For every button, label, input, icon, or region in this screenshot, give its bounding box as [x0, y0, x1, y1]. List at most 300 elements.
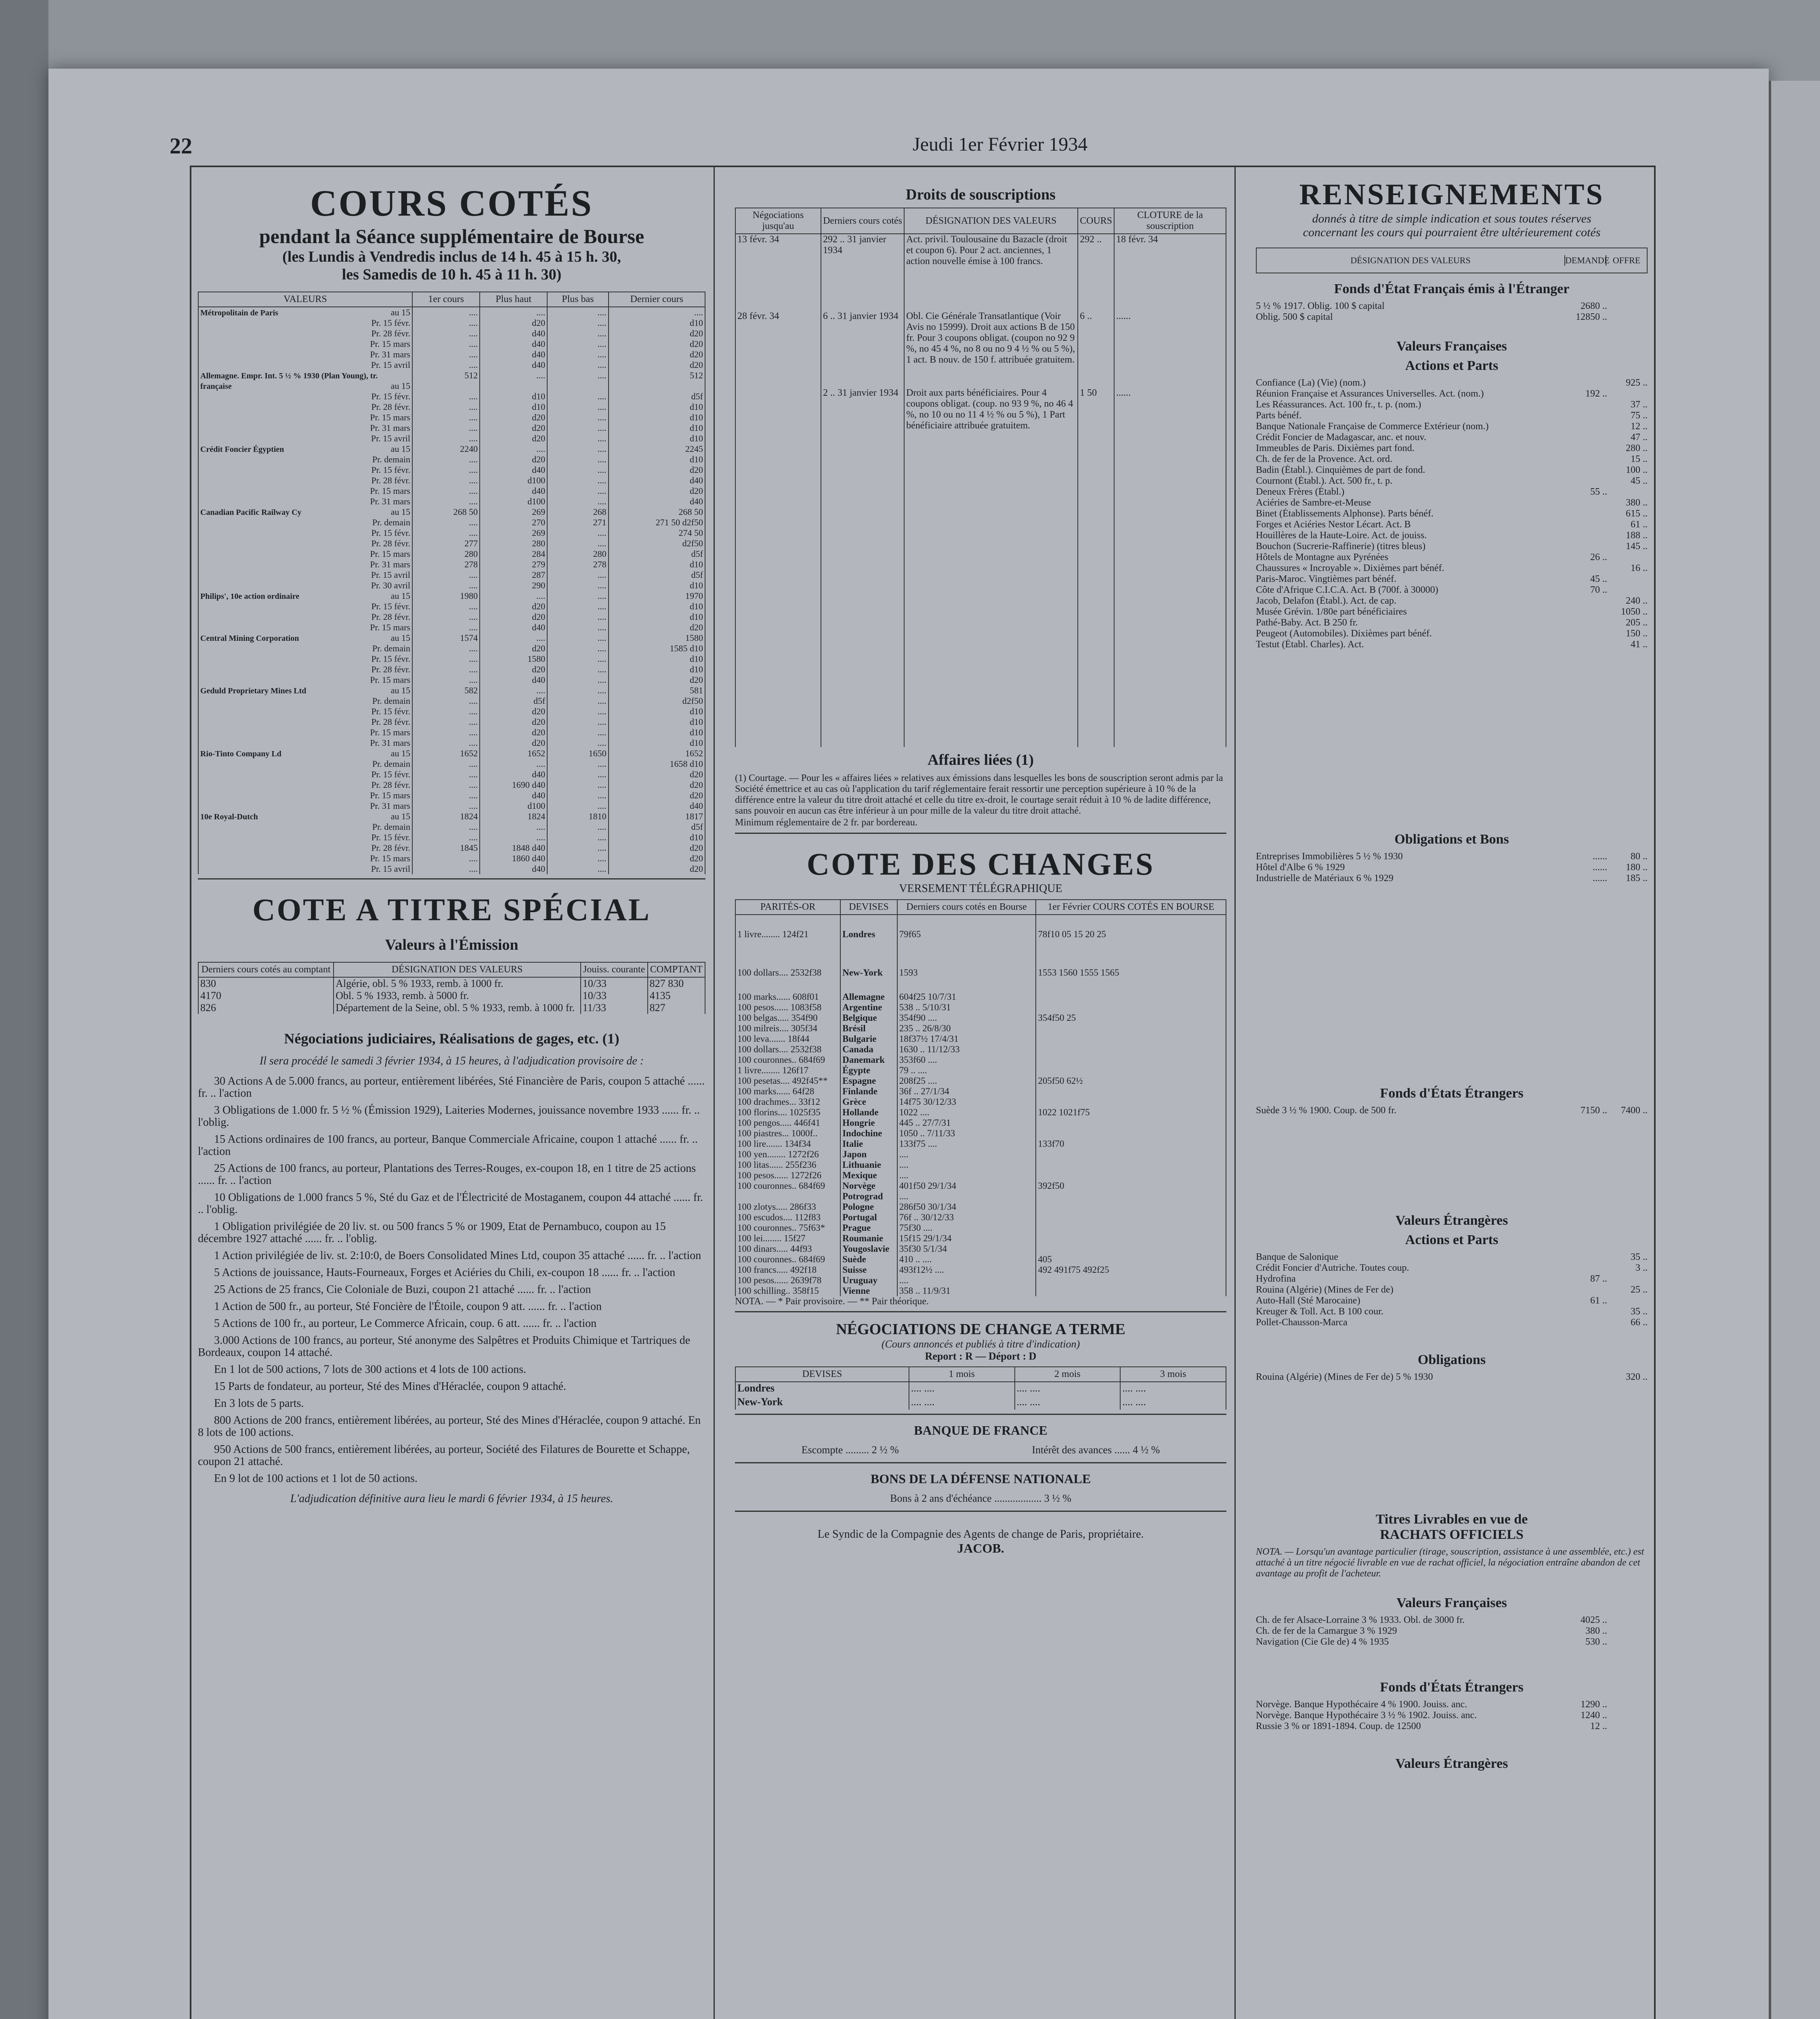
cc-cell-valeur: [198, 339, 412, 349]
cc-cell-valeur: [198, 517, 412, 528]
cc-cell-low: ....: [547, 444, 608, 454]
cc-cell-first: ....: [412, 654, 480, 664]
cc-cell-last: d10: [609, 601, 705, 612]
change-cell-cur: [1036, 1097, 1226, 1107]
change-cell-par: 100 drachmes... 33f12: [735, 1097, 840, 1107]
action-name: Bouchon (Sucrerie-Raffinerie) (titres bleus): [1256, 541, 1426, 552]
cc-cell-valeur: [198, 622, 412, 633]
change-cell-par: 100 pengos..... 446f41: [735, 1118, 840, 1128]
fonds-etat-name: 5 ½ % 1917. Oblig. 100 $ capital: [1256, 301, 1385, 311]
cc-cell-first: ....: [412, 486, 480, 496]
cc-cell-first: ....: [412, 391, 480, 402]
cc-term: Pr. demain: [372, 454, 410, 464]
change-cell-last: 35f30 5/1/34: [897, 1244, 1036, 1254]
action-name: Binet (Établissements Alphonse). Parts bénéf.: [1256, 508, 1434, 519]
cc-cell-low: ....: [547, 832, 608, 843]
change-cell-dev: Norvège: [840, 1181, 897, 1191]
cc-cell-last: 1658 d10: [609, 759, 705, 769]
cc-cell-high: d20: [480, 433, 547, 444]
change-cell-cur: [1036, 1170, 1226, 1181]
cc-cell-last: 512: [609, 370, 705, 391]
action2-demande: [1567, 1284, 1607, 1295]
change-cell-par: 100 marks...... 64f28: [735, 1086, 840, 1097]
cc-cell-last: d10: [609, 654, 705, 664]
cc-row: [198, 360, 705, 370]
cc-cell-last: d5f: [609, 822, 705, 832]
action-offre: 37 ..: [1631, 399, 1648, 410]
cc-cell-first: ....: [412, 454, 480, 465]
obligation-offre: 185 ..: [1626, 873, 1648, 884]
change-cell-dev: Bulgarie: [840, 1034, 897, 1044]
action-name: Deneux Frères (Établ.): [1256, 487, 1345, 497]
droit-cell-until: [735, 388, 821, 464]
cc-cell-low: ....: [547, 454, 608, 465]
change-cell-last: 354f90 ....: [897, 1013, 1036, 1023]
change-row: [735, 1149, 1226, 1160]
action-offre: 925 ..: [1626, 378, 1648, 388]
action-row: [1256, 487, 1648, 497]
change-cell-cur: [1036, 1149, 1226, 1160]
cc-term: Pr. 15 mars: [370, 790, 410, 800]
cc-cell-first: ....: [412, 643, 480, 654]
change-cell-last: 358 .. 11/9/31: [897, 1286, 1036, 1296]
cc-row: [198, 769, 705, 780]
cc-row: [198, 790, 705, 801]
change-cell-last: ....: [897, 1191, 1036, 1202]
cc-cell-high: d40: [480, 864, 547, 874]
cc-cell-high: ....: [480, 444, 547, 454]
cc-cell-valeur: [198, 769, 412, 780]
titre-special-sub: Valeurs à l'Émission: [385, 936, 519, 953]
bons-line: Bons à 2 ans d'échéance .................. 3 ½ %: [890, 1492, 1071, 1504]
cc-cell-valeur: [198, 559, 412, 570]
change-cell-cur: 492 491f75 492f25: [1036, 1265, 1226, 1275]
cc-cell-last: d20: [609, 360, 705, 370]
action-demande: 26 ..: [1590, 552, 1607, 562]
ts-cell-cpt: 4135: [648, 990, 705, 1002]
droit-cell-until: 13 févr. 34: [735, 234, 821, 311]
cc-cell-valeur: [198, 727, 412, 738]
cc-cell-high: ....: [480, 370, 547, 391]
change-cell-par: 100 couronnes.. 684f69: [735, 1254, 840, 1265]
cc-cell-low: ....: [547, 601, 608, 612]
change-cell-last: ....: [897, 1160, 1036, 1170]
actions-list: [1256, 378, 1648, 650]
action-demande: 192 ..: [1585, 388, 1607, 399]
droit-cell-cloture: ......: [1114, 311, 1226, 388]
cc-cell-low: ....: [547, 801, 608, 811]
cc-cell-first: ....: [412, 402, 480, 412]
action-name: Aciéries de Sambre-et-Meuse: [1256, 497, 1371, 508]
cc-term: Pr. 28 févr.: [371, 780, 410, 790]
cc-cell-low: ....: [547, 654, 608, 664]
ch-col-3: 1er Février COURS COTÉS EN BOURSE: [1036, 900, 1226, 915]
action-demande: [1567, 476, 1607, 487]
cc-cell-low: 1650: [547, 748, 608, 759]
cc-row: [198, 622, 705, 633]
cc-cell-valeur: [198, 307, 412, 318]
terme-table: [735, 1366, 1226, 1410]
cc-cell-high: d40: [480, 360, 547, 370]
cc-term: Pr. 15 mars: [370, 675, 410, 685]
change-cell-par: 100 couronnes.. 684f69: [735, 1055, 840, 1065]
cc-cell-last: d2f50: [609, 696, 705, 706]
action-offre: [1607, 388, 1648, 399]
change-cell-par: 100 dollars.... 2532f38: [735, 1044, 840, 1055]
cc-col-4: Dernier cours: [609, 292, 705, 307]
cc-row: [198, 654, 705, 664]
cc-cell-low: ....: [547, 612, 608, 622]
change-cell-dev: Italie: [840, 1139, 897, 1149]
cc-cell-high: d100: [480, 801, 547, 811]
action2-demande: [1567, 1306, 1607, 1317]
cc-cell-low: 280: [547, 549, 608, 559]
action-demande: [1567, 454, 1607, 465]
cc-cell-last: d20: [609, 780, 705, 790]
change-cell-dev: Espagne: [840, 1076, 897, 1086]
action-offre: 240 ..: [1626, 596, 1648, 606]
cc-cell-valeur: [198, 738, 412, 748]
change-cell-par: 100 francs..... 492f18: [735, 1265, 840, 1275]
cc-cell-low: ....: [547, 528, 608, 538]
action2-name: Kreuger & Toll. Act. B 100 cour.: [1256, 1306, 1383, 1317]
change-row: [735, 1128, 1226, 1139]
cc-term: Pr. 15 avril: [371, 570, 410, 580]
action-name: Côte d'Afrique C.I.C.A. Act. B (700f. à 30000): [1256, 585, 1438, 595]
cc-cell-high: 1860 d40: [480, 853, 547, 864]
droit-row: [735, 311, 1226, 388]
page-number: 22: [170, 134, 192, 159]
cc-cell-high: d20: [480, 727, 547, 738]
tm-col-2: 2 mois: [1015, 1367, 1121, 1382]
cc-cell-last: 268 50: [609, 507, 705, 517]
change-cell-last: 1630 .. 11/12/33: [897, 1044, 1036, 1055]
banque-avances: Intérêt des avances ...... 4 ½ %: [1032, 1444, 1160, 1456]
action-demande: [1567, 410, 1607, 421]
ob-title: Obligations et Bons: [1394, 832, 1509, 847]
vf2-name: Ch. de fer de la Camargue 3 % 1929: [1256, 1626, 1397, 1636]
ts-col-0: Derniers cours cotés au comptant: [198, 962, 334, 977]
action-row: [1256, 541, 1648, 552]
negociations-list: [198, 1075, 705, 1485]
cc-cell-valeur: [198, 412, 412, 423]
cc-cell-valeur: [198, 486, 412, 496]
vf2-row: [1256, 1637, 1648, 1648]
tm-col-1: 1 mois: [909, 1367, 1015, 1382]
droit-cell-cours: 1 50: [1078, 388, 1114, 464]
negociation-item: 30 Actions A de 5.000 francs, au porteur, entièrement libérées, Sté Financière de Paris, coupon 5 attaché ...... fr. .. l'action: [198, 1075, 705, 1100]
action-offre: 145 ..: [1626, 541, 1648, 552]
cc-cell-low: ....: [547, 339, 608, 349]
droit-cell-name: Act. privil. Toulousaine du Bazacle (droit et coupon 6). Pour 2 act. anciennes, 1 action nouvelle émise à 100 francs.: [904, 234, 1078, 311]
cc-row: [198, 759, 705, 769]
cc-cell-low: 268: [547, 507, 608, 517]
terme-cell: .... ....: [1015, 1382, 1121, 1396]
cc-term: Pr. 28 févr.: [371, 664, 410, 674]
change-row: [735, 1065, 1226, 1076]
action-offre: 75 ..: [1631, 410, 1648, 421]
change-cell-cur: 354f50 25: [1036, 1013, 1226, 1023]
action-demande: [1567, 563, 1607, 574]
change-cell-cur: [1036, 1065, 1226, 1076]
cc-row: [198, 738, 705, 748]
action2-name: Banque de Salonique: [1256, 1252, 1338, 1262]
fe2-row: [1256, 1721, 1648, 1732]
cc-cell-first: ....: [412, 759, 480, 769]
change-cell-par: 1 livre........ 124f21: [735, 915, 840, 953]
terme-devise: Londres: [735, 1382, 909, 1396]
cc-term: Pr. 28 févr.: [371, 612, 410, 622]
cc-term: Pr. 15 mars: [370, 486, 410, 496]
obligations2-list: [1256, 1372, 1648, 1383]
droits-table: [735, 208, 1226, 747]
droit-cell-last: 6 .. 31 janvier 1934: [821, 311, 904, 388]
affaires-liees: Affaires liées (1): [927, 751, 1034, 768]
cc-cell-first: 280: [412, 549, 480, 559]
fonds-etat-demande: 2680 ..: [1581, 301, 1607, 311]
cc-row: [198, 685, 705, 696]
droit-cell-name: Droit aux parts bénéficiaires. Pour 4 coupons obligat. (coup. no 93 9 %, no 46 4 %, no 10 ou no 11 4 ½ % ou 5 %), 1 Part bénéficiaire attribuée gratuitem.: [904, 388, 1078, 464]
cc-cell-high: d20: [480, 643, 547, 654]
cc-cell-last: d5f: [609, 570, 705, 580]
changes-sub: VERSEMENT TÉLÉGRAPHIQUE: [899, 882, 1062, 895]
cc-cell-low: ....: [547, 738, 608, 748]
negociation-item: 10 Obligations de 1.000 francs 5 %, Sté du Gaz et de l'Électricité de Mostaganem, coupon 44 attaché ...... fr. .. l'oblig.: [198, 1191, 703, 1216]
action-demande: [1567, 378, 1607, 388]
cc-row: [198, 580, 705, 591]
cc-term: Pr. 15 févr.: [371, 528, 410, 538]
cc-row: [198, 748, 705, 759]
cc-cell-valeur: [198, 654, 412, 664]
terme-cell: .... ....: [909, 1382, 1015, 1396]
cc-row: [198, 633, 705, 643]
fonds-etat-offre: [1607, 301, 1648, 312]
negociation-item: 3 Obligations de 1.000 fr. 5 ½ % (Émission 1929), Laiteries Modernes, jouissance novembre 1933 ...... fr. .. l'oblig.: [198, 1104, 700, 1129]
fe2-demande: 1290 ..: [1581, 1699, 1607, 1710]
cc-row: [198, 423, 705, 433]
cc-cell-low: ....: [547, 727, 608, 738]
fonds-etat-title: Fonds d'État Français émis à l'Étranger: [1334, 281, 1570, 296]
cc-term: Pr. 31 mars: [370, 496, 410, 506]
action2-demande: 87 ..: [1590, 1274, 1607, 1284]
change-row: [735, 1286, 1226, 1296]
action-demande: [1567, 508, 1607, 519]
droit-cell-cloture: ......: [1114, 388, 1226, 464]
change-cell-par: 100 belgas..... 354f90: [735, 1013, 840, 1023]
cc-cell-high: d20: [480, 664, 547, 675]
cc-cell-last: 581: [609, 685, 705, 696]
action-demande: 45 ..: [1590, 574, 1607, 584]
cc-cell-valeur: [198, 696, 412, 706]
change-cell-last: 286f50 30/1/34: [897, 1202, 1036, 1212]
fonds-etranger-offre: 7400 ..: [1621, 1105, 1648, 1116]
cc-name: Allemagne. Empr. Int. 5 ½ % 1930 (Plan Young), tr. française: [200, 371, 378, 391]
cc-cell-high: d40: [480, 769, 547, 780]
negociations-title: Négociations judiciaires, Réalisations de gages, etc. (1): [284, 1030, 619, 1047]
action-row: [1256, 617, 1648, 628]
droit-cell-blank: [904, 464, 1078, 747]
cc-cell-first: 512: [412, 370, 480, 391]
cc-cell-last: d20: [609, 790, 705, 801]
change-cell-last: 36f .. 27/1/34: [897, 1086, 1036, 1097]
change-cell-dev: Égypte: [840, 1065, 897, 1076]
cc-name: Philips', 10e action ordinaire: [200, 592, 300, 601]
droit-cell-last: 2 .. 31 janvier 1934: [821, 388, 904, 464]
action-demande: [1567, 443, 1607, 454]
change-cell-last: 208f25 ....: [897, 1076, 1036, 1086]
ch-col-0: PARITÉS-OR: [735, 900, 840, 915]
cc-cell-first: ....: [412, 465, 480, 475]
droit-row: [735, 234, 1226, 311]
cc-cell-first: ....: [412, 433, 480, 444]
action-name: Jacob, Delafon (Établ.). Act. de cap.: [1256, 596, 1396, 606]
droit-cell-blank: [1078, 464, 1114, 747]
change-cell-cur: 133f70: [1036, 1139, 1226, 1149]
column-left: [190, 166, 715, 2019]
action2-offre: 66 ..: [1631, 1317, 1648, 1328]
vf2-row: [1256, 1626, 1648, 1637]
vf2-demande: 4025 ..: [1581, 1615, 1607, 1625]
action-name: Hôtels de Montagne aux Pyrénées: [1256, 552, 1388, 562]
action-demande: [1567, 596, 1607, 607]
cc-cell-valeur: [198, 360, 412, 370]
action-row: [1256, 563, 1648, 574]
cc-term: au 15: [390, 591, 410, 601]
renseignements-sub1: donnés à titre de simple indication et sous toutes réserves: [1312, 212, 1591, 225]
action-offre: 16 ..: [1631, 563, 1648, 573]
cc-term: Pr. 15 févr.: [371, 318, 410, 328]
cc-cell-last: d40: [609, 496, 705, 507]
cc-cell-low: 271: [547, 517, 608, 528]
action-name: Cournont (Établ.). Act. 500 fr., t. p.: [1256, 476, 1392, 486]
cc-cell-low: ....: [547, 759, 608, 769]
cc-cell-low: ....: [547, 328, 608, 339]
cc-cell-first: 1574: [412, 633, 480, 643]
negociation-item: En 3 lots de 5 parts.: [214, 1397, 304, 1410]
livr-note: NOTA. — Lorsqu'un avantage particulier (tirage, souscription, assistance à une assemblée, etc.) est attaché à un titre négocié livrable en vue de rachat officiel, la négociation entraîne abandon de cet avantage au profit de l'acheteur.: [1256, 1547, 1644, 1579]
cc-cell-low: ....: [547, 790, 608, 801]
ts-cell-jouis: 10/33: [581, 977, 648, 990]
cc-row: [198, 402, 705, 412]
action-demande: [1567, 541, 1607, 552]
change-cell-par: 100 escudos.... 112f83: [735, 1212, 840, 1223]
action-offre: [1607, 574, 1648, 585]
change-cell-dev: Prague: [840, 1223, 897, 1233]
dr-col-4: CLOTURE de la souscription: [1114, 208, 1226, 234]
cc-col-2: Plus haut: [480, 292, 547, 307]
cc-cell-valeur: [198, 433, 412, 444]
cc-name: 10e Royal-Dutch: [200, 812, 258, 821]
cc-cell-first: ....: [412, 318, 480, 328]
cc-term: au 15: [390, 633, 410, 643]
action-demande: [1567, 399, 1607, 410]
change-row: [735, 1139, 1226, 1149]
cours-cotes-hours-2: les Samedis de 10 h. 45 à 11 h. 30): [342, 266, 562, 283]
action-row: [1256, 607, 1648, 617]
action-name: Peugeot (Automobiles). Dixièmes part bénéf.: [1256, 628, 1432, 639]
dr-col-3: COURS: [1078, 208, 1114, 234]
action-name: Confiance (La) (Vie) (nom.): [1256, 378, 1366, 388]
cc-cell-valeur: [198, 675, 412, 685]
cc-cell-low: ....: [547, 475, 608, 486]
cc-cell-low: ....: [547, 412, 608, 423]
action-offre: 45 ..: [1631, 476, 1648, 486]
cc-term: Pr. 15 mars: [370, 622, 410, 632]
change-cell-last: 410 .. ....: [897, 1254, 1036, 1265]
cc-cell-first: ....: [412, 307, 480, 318]
change-cell-dev: Roumanie: [840, 1233, 897, 1244]
cc-cell-last: d5f: [609, 549, 705, 559]
change-cell-par: 1 livre........ 126f17: [735, 1065, 840, 1076]
change-cell-cur: [1036, 1160, 1226, 1170]
fe2-offre: [1607, 1710, 1648, 1721]
change-cell-last: 76f .. 30/12/33: [897, 1212, 1036, 1223]
change-row: [735, 1223, 1226, 1233]
action-offre: 380 ..: [1626, 497, 1648, 508]
obligation-name: Hôtel d'Albe 6 % 1929: [1256, 862, 1345, 873]
cc-cell-high: d40: [480, 675, 547, 685]
change-cell-par: 100 litas...... 255f236: [735, 1160, 840, 1170]
cc-cell-low: ....: [547, 675, 608, 685]
change-cell-dev: Hollande: [840, 1107, 897, 1118]
terme-sub: (Cours annoncés et publiés à titre d'indication): [881, 1338, 1080, 1350]
obligation-demande: ......: [1593, 851, 1607, 862]
droits-note: (1) Courtage. — Pour les « affaires liées » relatives aux émissions dans lesquelles les bons de souscription seront admis par la Société émettrice et au cas où l'application du tarif réglementaire ferait ressortir une perception supérieure à 10 % de la différence entre la valeur du titre droit attaché et celle du titre ex-droit, le courtage serait réduit à 10 % de ladite différence, sans pouvoir en aucun cas être inférieur à un pour mille de la valeur du titre droit attaché.: [735, 773, 1223, 816]
cours-cotes-table: [198, 292, 705, 874]
change-cell-cur: [1036, 992, 1226, 1002]
droit-cell-blank: [735, 464, 821, 747]
cc-cell-high: d20: [480, 612, 547, 622]
droit-row: [735, 388, 1226, 464]
action-demande: [1567, 497, 1607, 508]
cc-cell-valeur: [198, 664, 412, 675]
cc-term: Pr. 28 févr.: [371, 538, 410, 548]
negociation-item: 15 Parts de fondateur, au porteur, Sté des Mines d'Héraclée, coupon 9 attaché.: [214, 1380, 567, 1393]
change-cell-cur: [1036, 1086, 1226, 1097]
action2-name: Pollet-Chausson-Marca: [1256, 1317, 1348, 1328]
cc-cell-valeur: [198, 832, 412, 843]
cc-cell-first: ....: [412, 780, 480, 790]
obl2-title: Obligations: [1417, 1352, 1486, 1367]
action-offre: [1607, 552, 1648, 563]
cc-row: [198, 507, 705, 517]
cc-term: Pr. 15 mars: [370, 853, 410, 863]
change-cell-dev: Argentine: [840, 1002, 897, 1013]
change-cell-dev: Lithuanie: [840, 1160, 897, 1170]
binding-edge: [0, 0, 48, 2019]
cc-cell-high: 284: [480, 549, 547, 559]
change-cell-cur: [1036, 1191, 1226, 1202]
change-cell-last: 1022 ....: [897, 1107, 1036, 1118]
cc-cell-high: ....: [480, 832, 547, 843]
action-demande: [1567, 639, 1607, 650]
cc-cell-first: ....: [412, 864, 480, 874]
cc-term: Pr. 15 mars: [370, 412, 410, 422]
cc-cell-low: ....: [547, 685, 608, 696]
change-cell-par: 100 marks...... 608f01: [735, 992, 840, 1002]
cc-cell-first: ....: [412, 696, 480, 706]
cc-term: Pr. 15 févr.: [371, 706, 410, 716]
change-cell-cur: 78f10 05 15 20 25: [1036, 915, 1226, 953]
cc-term: Pr. 28 févr.: [371, 717, 410, 727]
cc-term: Pr. 15 mars: [370, 339, 410, 349]
cc-cell-high: d20: [480, 717, 547, 727]
negociation-item: En 9 lot de 100 actions et 1 lot de 50 actions.: [214, 1472, 418, 1485]
action-offre: 280 ..: [1626, 443, 1648, 453]
cc-cell-valeur: [198, 549, 412, 559]
action-demande: [1567, 465, 1607, 476]
vf2-offre: [1607, 1615, 1648, 1626]
